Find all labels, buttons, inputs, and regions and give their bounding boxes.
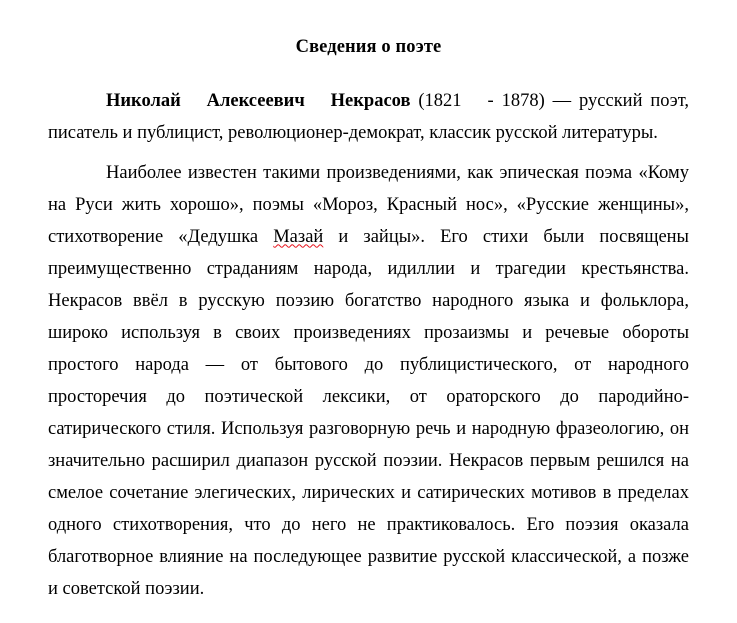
close-paren: ) <box>538 90 545 111</box>
document-body <box>48 0 689 605</box>
poet-full-name <box>106 91 410 111</box>
page-title: Сведения о поэте <box>295 37 442 57</box>
paragraph-works-description <box>48 149 689 605</box>
em-dash: — <box>552 90 572 111</box>
spellcheck-error-word[interactable]: Мазай <box>273 226 324 247</box>
biography-intro-text: русский поэт, писатель и публицист, революционер-демократ, классик русской литературы. <box>48 90 690 143</box>
life-dates <box>418 91 544 111</box>
death-year: 1878 <box>501 90 539 111</box>
poet-first-name: Николай <box>106 90 181 111</box>
works-text-before-error: Наиболее известен такими произведениями, как эпическая поэма «Кому на Руси жить хорошо», поэмы «Мороз, Красный нос», «Русские женщины», стихотворение «Дедушка <box>48 162 689 247</box>
date-separator-dash: - <box>487 90 494 111</box>
works-text-after-error: и зайцы». Его стихи были посвящены преимущественно страданиям народа, идиллии и трагедии крестьянства. Некрасов ввёл в русскую поэзию богатство народного языка и фольклора, широко используя в своих произведениях прозаизмы и речевые обороты простого народа — от бытового до публицистического, от народного просторечия до поэтической лексики, от ораторского до пародийно-сатирического стиля. Используя разговорную речь и народную фразеологию, он значительно расширил диапазон русской поэзии. Некрасов первым решился на смелое сочетание элегических, лирических и сатирических мотивов в пределах одного стихотворения, что до него не практиковалось. Его поэзия оказала благотворное влияние на последующее развитие русской классической, а позже и советской поэзии. <box>48 226 689 599</box>
birth-year: 1821 <box>424 90 462 111</box>
poet-last-name: Некрасов <box>330 90 411 111</box>
paragraph-biography-intro <box>48 57 689 149</box>
open-paren: ( <box>418 90 425 111</box>
poet-middle-name: Алексеевич <box>206 90 305 111</box>
